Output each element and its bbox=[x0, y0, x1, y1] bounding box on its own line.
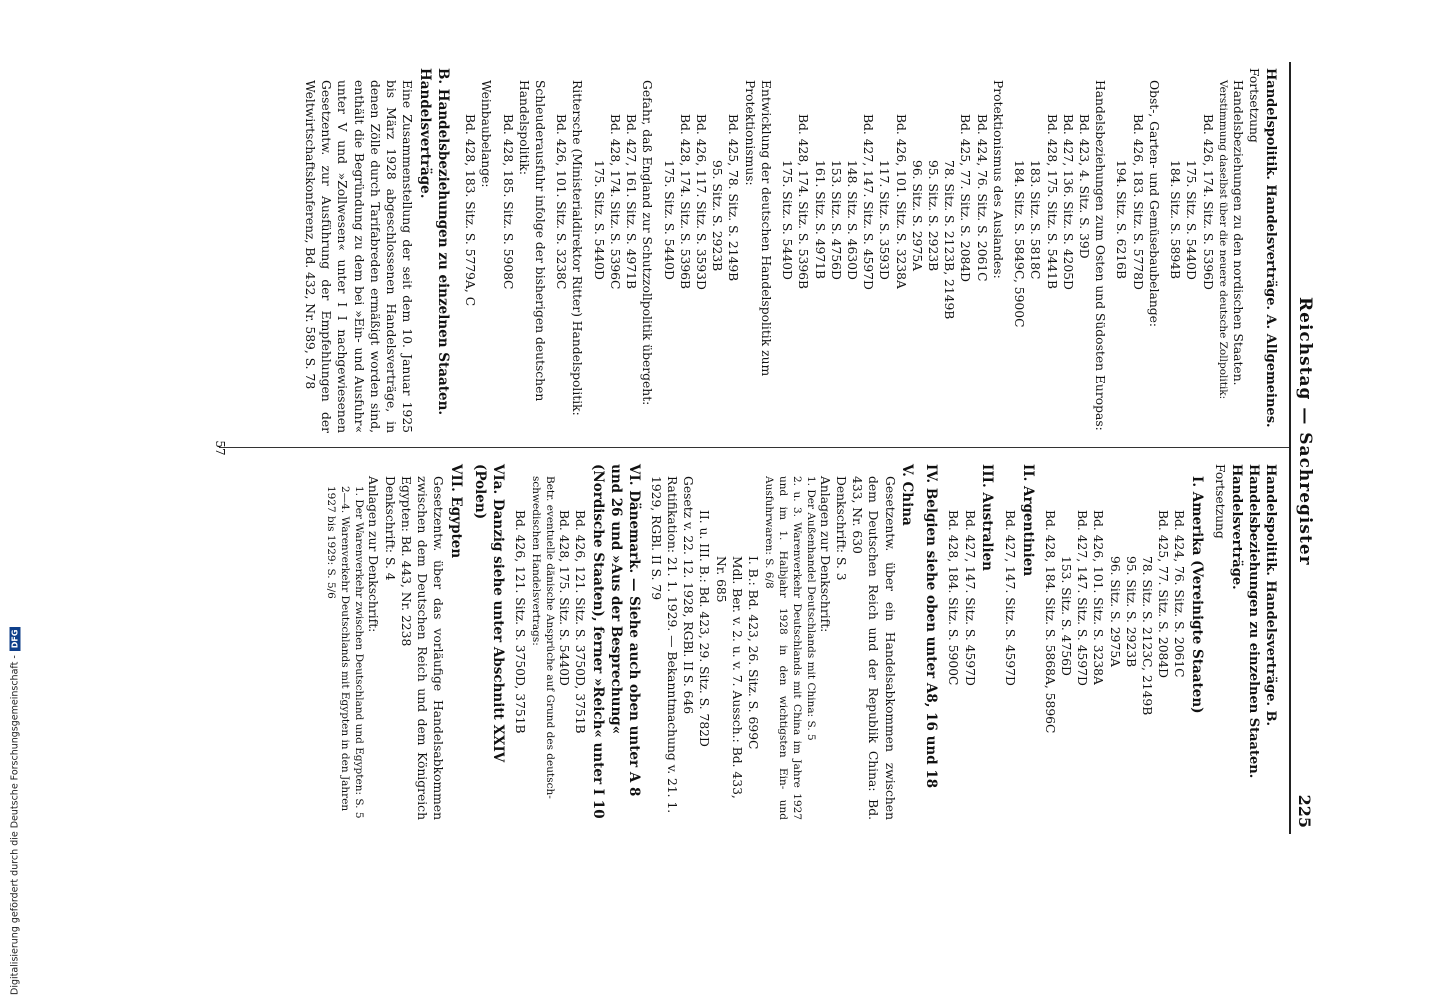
reference-line: 194. Sitz. S. 6216B bbox=[1114, 160, 1129, 280]
reference-line: Bd. 425, 77. Sitz. S. 2084D bbox=[1156, 510, 1171, 679]
running-title: Reichstag — Sachregister bbox=[1295, 297, 1315, 566]
reference-line: Bd. 428, 174. Sitz. S. 5396B bbox=[796, 114, 811, 290]
footer-page-number: 57 bbox=[213, 440, 227, 456]
reference-line: Mdl. Ber. v. 2. u. v. 7. Aussch.: Bd. 433, bbox=[729, 556, 744, 799]
entry-line: Handelsbeziehungen zum Osten und Südosten Europas: bbox=[1093, 80, 1108, 431]
reference-line: Bd. 427, 147. Sitz. S. 4597D bbox=[962, 510, 977, 686]
entry-line: Verstimmung daselbst über die neuere deutsche Zollpolitik: bbox=[1217, 80, 1230, 400]
page-area bbox=[150, 18, 1330, 878]
entry-line: Schleuderausfuhr infolge der bisherigen deutschen Handelspolitik: bbox=[516, 80, 548, 402]
reference-line: Bd. 426, 121. Sitz. S. 3750D, 3751B bbox=[573, 510, 588, 734]
reference-line: 78. Sitz. S. 2123C, 2149B bbox=[1140, 556, 1155, 716]
right-column bbox=[219, 448, 1289, 834]
reference-line: 175. Sitz. S. 5440D bbox=[591, 160, 606, 280]
paragraph: Gesetzentw. über das vorläufige Handelsabkommen zwischen dem Deutschen Reich und dem Königreich Egypten: Bd. 443, Nr. 2238 bbox=[398, 476, 446, 820]
reference-line: 161. Sitz. S. 4971B bbox=[812, 160, 827, 280]
reference-line: II. u. III. B.: Bd. 423, 29. Sitz. S. 782D bbox=[697, 510, 712, 747]
entry-line: Handelsbeziehungen zu den nordischen Staaten. bbox=[1230, 80, 1245, 386]
reference-line: 96. Sitz. S. 2975A bbox=[909, 160, 924, 272]
continuation-note: Fortsetzung bbox=[1246, 68, 1261, 143]
entry-line: Anlagen zur Denkschrift: bbox=[366, 476, 381, 633]
section-heading: B. Handelsbeziehungen zu einzelnen Staaten. Handelsverträge. bbox=[417, 68, 451, 416]
entry-line: Weinbaubelange: bbox=[479, 80, 494, 188]
entry-line: Denkschrift: S. 3 bbox=[833, 476, 848, 581]
reference-line: Bd. 426, 121. Sitz. S. 3750D, 3751B bbox=[512, 510, 527, 734]
entry-line: Betr. eventuelle dänische Ansprüche auf Grund des deutsch-schwedischen Handelsvertrags: bbox=[529, 476, 556, 799]
section-heading: III. Australien bbox=[979, 464, 996, 571]
reference-line: Bd. 428, 183. Sitz. S. 5779A, C bbox=[463, 114, 478, 307]
dfg-logo-icon: DFG bbox=[10, 627, 21, 652]
reference-line: Bd. 426, 174. Sitz. S. 5396D bbox=[1200, 114, 1215, 290]
reference-line: Bd. 428, 184. Sitz. S. 5900C bbox=[946, 510, 961, 686]
running-header bbox=[1289, 62, 1315, 834]
reference-line: 153. Sitz. S. 4756D bbox=[1058, 556, 1073, 676]
reference-line: Bd. 428, 174. Sitz. S. 5396C bbox=[607, 114, 622, 290]
reference-line: Bd. 428, 184. Sitz. S. 5868A, 5896C bbox=[1042, 510, 1057, 734]
reference-line: 117. Sitz. S. 3593D bbox=[877, 160, 892, 280]
section-heading: I. Amerika (Vereinigte Staaten) bbox=[1189, 476, 1206, 714]
section-heading: VII. Egypten bbox=[448, 464, 465, 559]
reference-line: 153. Sitz. S. 4756D bbox=[828, 160, 843, 280]
reference-line: 184. Sitz. S. 5894B bbox=[1168, 160, 1183, 280]
entry-line: Ratifikation: 21. 1. 1929. — Bekanntmachung v. 21. 1. 1929, RGBl. II S. 79 bbox=[648, 476, 679, 814]
entry-line: Protektionismus des Auslandes: bbox=[990, 80, 1005, 279]
reference-line: 184. Sitz. S. 5849C, 5900C bbox=[1012, 160, 1027, 328]
reference-line: I. B.: Bd. 423, 26. Sitz. S. 699C bbox=[746, 556, 761, 750]
entry-line: 1. Der Warenverkehr zwischen Deutschland und Egypten: S. 5 bbox=[353, 486, 366, 819]
reference-line: Bd. 425, 77. Sitz. S. 2084D bbox=[958, 114, 973, 283]
margin-note-label: Digitalisierung gefördert durch die Deutsche Forschungsgemeinschaft - bbox=[9, 655, 21, 995]
margin-note bbox=[6, 0, 24, 1000]
reference-line: Bd. 424, 76. Sitz. S. 2061C bbox=[974, 114, 989, 282]
column-heading: Handelspolitik. Handelsverträge. B. Handelsbeziehungen zu einzelnen Staaten. Handelsverträge. bbox=[1228, 464, 1278, 779]
left-column bbox=[219, 62, 1289, 448]
reference-line: Bd. 428, 174. Sitz. S. 5396B bbox=[677, 114, 692, 290]
reference-line: Bd. 424, 76. Sitz. S. 2061C bbox=[1172, 510, 1187, 678]
reference-line: 96. Sitz. S. 2975A bbox=[1107, 556, 1122, 668]
reference-line: 148. Sitz. S. 4630D bbox=[844, 160, 859, 280]
entry-line: Denkschrift: S. 4 bbox=[382, 476, 397, 581]
entry-line: Gefahr, daß England zur Schutzzollpolitik übergeht: bbox=[640, 80, 655, 406]
reference-line: Bd. 426, 117. Sitz. S. 3593D bbox=[693, 114, 708, 290]
paragraph: Eine Zusammenstellung der seit dem 10. Januar 1925 bis März 1928 abgeschlossenen Handelsverträge, in denen Zölle durch Tarifabreden ermäßigt worden sind, enthält die Begründung zu dem bei »Ein- und Ausfuhr« unter V und »Zollwesen« unter I I nachgewiesenen Gesetzentw. zur Ausführung der Empfehlungen der Weltwirtschaftskonferenz, Bd. 432, Nr. 589, S. 78 bbox=[302, 80, 415, 433]
reference-line: Bd. 426, 101. Sitz. S. 3238A bbox=[1091, 510, 1106, 685]
reference-line: 95. Sitz. S. 2923B bbox=[1123, 556, 1138, 668]
section-heading: VIa. Danzig siehe unter Abschnitt XXIV (Polen) bbox=[471, 464, 506, 763]
reference-line: 95. Sitz. S. 2923B bbox=[710, 160, 725, 272]
two-column-body bbox=[213, 62, 1289, 834]
reference-line: Bd. 427, 136. Sitz. S. 4205D bbox=[1060, 114, 1075, 290]
reference-line: 183. Sitz. S. 5818C bbox=[1028, 160, 1043, 280]
page-number: 225 bbox=[1295, 794, 1314, 828]
entry-line: Gesetz v. 22. 12. 1928, RGBl. II S. 646 bbox=[681, 476, 696, 715]
reference-line: 78. Sitz. S. 2123B, 2149B bbox=[942, 160, 957, 320]
section-heading: V. China bbox=[899, 464, 916, 526]
document-page bbox=[155, 28, 1325, 868]
entry-line: Rittersche (Ministerialdirektor Ritter) Handelspolitik: bbox=[570, 80, 585, 416]
section-heading: IV. Belgien siehe oben unter A8, 16 und 18 bbox=[923, 464, 940, 789]
reference-line: Bd. 428, 185. Sitz. S. 5908C bbox=[500, 114, 515, 290]
reference-line: Bd. 425, 78. Sitz. S. 2149B bbox=[726, 114, 741, 282]
reference-line: Bd. 427, 147. Sitz. S. 4597D bbox=[861, 114, 876, 290]
reference-line: Bd. 426, 101. Sitz. S. 3238A bbox=[893, 114, 908, 289]
reference-line: Bd. 428, 175. Sitz. S. 5440D bbox=[556, 510, 571, 686]
reference-line: Bd. 426, 183. Sitz. S. 5778D bbox=[1130, 114, 1145, 290]
reference-line: Bd. 426, 101. Sitz. S. 3238C bbox=[554, 114, 569, 290]
entry-line: Entwicklung der deutschen Handelspolitik zum Protektionismus: bbox=[742, 80, 773, 377]
entry-line: Obst-, Garten- und Gemüsebaubelange: bbox=[1146, 80, 1161, 328]
reference-line: 175. Sitz. S. 5440D bbox=[1184, 160, 1199, 280]
section-heading: VI. Dänemark. — Siehe auch oben unter A 8 und 26 und »Aus der Besprechung« (Nordische Staaten), ferner »Reich« unter I 10 bbox=[589, 464, 642, 819]
column-heading: Handelspolitik. Handelsverträge. A. Allgemeines. bbox=[1263, 68, 1278, 428]
entry-line: Anlagen zur Denkschrift: bbox=[817, 476, 832, 633]
entry-line: 2—4. Warenverkehr Deutschlands mit Egypten in den Jahren 1927 bis 1929: S. 5/6 bbox=[325, 486, 352, 812]
entry-line: 1. Der Außenhandel Deutschlands mit China: S. 5 bbox=[804, 476, 817, 741]
reference-line: Bd. 423, 4. Sitz. S. 39D bbox=[1077, 114, 1092, 259]
reference-line: 175. Sitz. S. 5440D bbox=[661, 160, 676, 280]
reference-line: Nr. 685 bbox=[713, 556, 728, 603]
margin-note-text bbox=[10, 5, 21, 995]
reference-line: Bd. 427, 147. Sitz. S. 4597D bbox=[1002, 510, 1017, 686]
reference-line: Bd. 428, 175. Sitz. S. 5441B bbox=[1044, 114, 1059, 290]
reference-line: 175. Sitz. S. 5440D bbox=[780, 160, 795, 280]
reference-line: Bd. 427, 161. Sitz. S. 4971B bbox=[624, 114, 639, 290]
reference-line: Bd. 427, 147. Sitz. S. 4597D bbox=[1075, 510, 1090, 686]
continuation-note: Fortsetzung bbox=[1212, 464, 1227, 539]
section-heading: II. Argentinien bbox=[1019, 464, 1036, 577]
entry-line: 2. u. 3. Warenverkehr Deutschlands mit China im Jahre 1927 und im 1. Halbjahr 1928 in den wichtigsten Ein- und Ausfuhrwaren: S. 6/8 bbox=[762, 476, 803, 820]
paragraph: Gesetzentw. über ein Handelsabkommen zwischen dem Deutschen Reich und der Republik China: Bd. 433, Nr. 630 bbox=[850, 476, 897, 820]
reference-line: 95. Sitz. S. 2923B bbox=[926, 160, 941, 272]
